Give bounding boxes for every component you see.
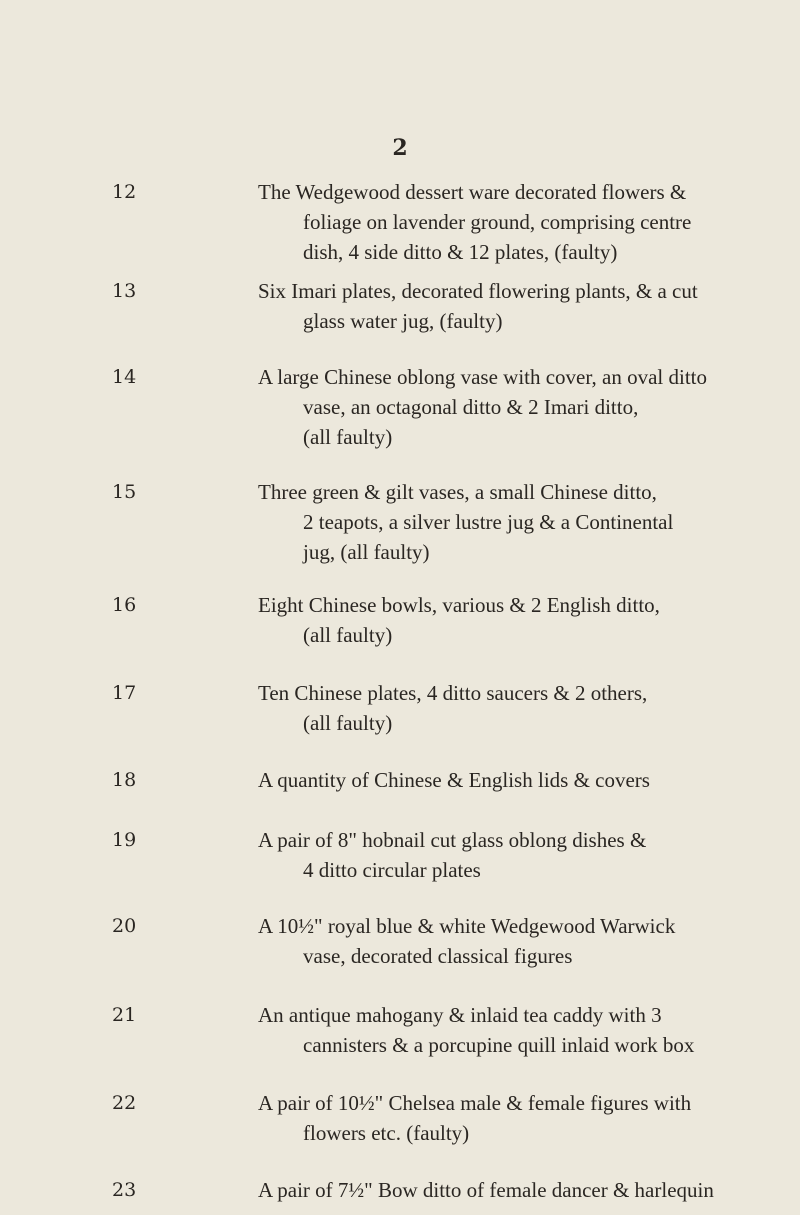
lot-number: 20 [112, 915, 137, 937]
lot-line: A pair of 8" hobnail cut glass oblong dishes & [258, 828, 647, 852]
lot-number: 19 [112, 829, 137, 851]
lot-line: (all faulty) [303, 623, 393, 647]
lot-description [258, 477, 798, 567]
lot-line: A pair of 7½" Bow ditto of female dancer & harlequin [258, 1178, 714, 1202]
lot-description [258, 1175, 798, 1205]
lot-description [258, 678, 798, 738]
lot-description [258, 362, 798, 452]
lot-description [258, 765, 798, 795]
lot-line: glass water jug, (faulty) [303, 309, 503, 333]
lot-line: jug, (all faulty) [303, 540, 430, 564]
lot-line: A quantity of Chinese & English lids & covers [258, 768, 650, 792]
lot-number: 17 [112, 682, 137, 704]
lot-description [258, 825, 798, 885]
page-number: 2 [392, 135, 408, 161]
lot-number: 23 [112, 1179, 137, 1201]
lot-number: 18 [112, 769, 137, 791]
lot-number: 15 [112, 481, 137, 503]
lot-line: vase, decorated classical figures [303, 944, 573, 968]
lot-line: Three green & gilt vases, a small Chinese ditto, [258, 480, 657, 504]
lot-description [258, 1000, 798, 1060]
lot-description [258, 177, 798, 267]
lot-line: The Wedgewood dessert ware decorated flowers & [258, 180, 687, 204]
lot-line: 2 teapots, a silver lustre jug & a Continental [303, 510, 674, 534]
lot-description [258, 276, 798, 336]
lot-line: foliage on lavender ground, comprising centre [303, 210, 692, 234]
lot-line: cannisters & a porcupine quill inlaid work box [303, 1033, 695, 1057]
lot-number: 12 [112, 181, 137, 203]
lot-line: dish, 4 side ditto & 12 plates, (faulty) [303, 240, 618, 264]
lot-line: Eight Chinese bowls, various & 2 English ditto, [258, 593, 660, 617]
lot-description [258, 590, 798, 650]
lot-line: An antique mahogany & inlaid tea caddy with 3 [258, 1003, 662, 1027]
lot-line: flowers etc. (faulty) [303, 1121, 470, 1145]
lot-number: 22 [112, 1092, 137, 1114]
lot-number: 16 [112, 594, 137, 616]
lot-line: Ten Chinese plates, 4 ditto saucers & 2 others, [258, 681, 648, 705]
lot-line: (all faulty) [303, 711, 393, 735]
lot-line: A large Chinese oblong vase with cover, an oval ditto [258, 365, 708, 389]
lot-number: 14 [112, 366, 137, 388]
lot-description [258, 911, 798, 971]
lot-line: Six Imari plates, decorated flowering plants, & a cut [258, 279, 698, 303]
lot-line: A pair of 10½" Chelsea male & female figures with [258, 1091, 692, 1115]
lot-number: 21 [112, 1004, 137, 1026]
lot-description [258, 1088, 798, 1148]
lot-line: (all faulty) [303, 425, 393, 449]
lot-line: A 10½" royal blue & white Wedgewood Warwick [258, 914, 676, 938]
lot-line: 4 ditto circular plates [303, 858, 481, 882]
lot-number: 13 [112, 280, 137, 302]
lot-line: vase, an octagonal ditto & 2 Imari ditto, [303, 395, 639, 419]
